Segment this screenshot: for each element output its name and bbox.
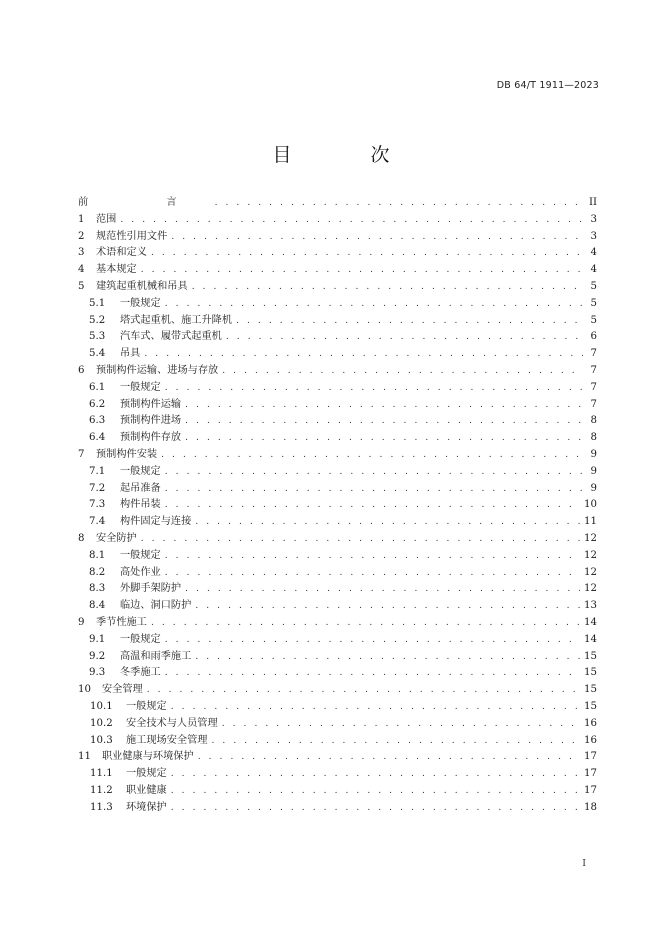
toc-entry-page: 5 (590, 297, 597, 309)
toc-entry[interactable] (78, 296, 597, 313)
toc-entry-number: 4 (78, 264, 85, 276)
toc-entry-number: 11.1 (90, 768, 113, 780)
toc-entry-page: 15 (584, 650, 597, 662)
toc-entry-number: 9.3 (89, 667, 106, 679)
toc-entry-label: 预制构件运输 (120, 398, 182, 410)
toc-entry[interactable] (78, 413, 597, 430)
toc-entry-label: 安全技术与人员管理 (126, 717, 218, 729)
toc-entry[interactable] (78, 531, 597, 548)
toc-entry-number: 7.1 (89, 465, 106, 477)
toc-entry-number: 7.2 (89, 482, 106, 494)
toc-dot-leader (222, 363, 583, 380)
toc-entry-label: 职业健康 (126, 784, 167, 796)
toc-entry-page: 9 (590, 448, 597, 460)
toc-entry-page: 15 (584, 667, 597, 679)
toc-entry-number: 6 (78, 364, 85, 376)
toc-entry[interactable] (78, 329, 597, 346)
toc-entry-label: 预制构件存放 (120, 432, 182, 444)
toc-entry-label: 一般规定 (120, 633, 161, 645)
toc-entry[interactable] (78, 766, 597, 783)
toc-dot-leader (141, 531, 580, 548)
toc-dot-leader (147, 682, 580, 699)
toc-entry-number: 7 (78, 448, 85, 460)
toc-entry-number: 10.3 (90, 734, 113, 746)
toc-entry-label: 一般规定 (126, 768, 167, 780)
toc-entry-number: 5 (78, 280, 85, 292)
toc-entry-number: 8.1 (89, 549, 106, 561)
toc-dot-leader (120, 212, 583, 229)
toc-entry-label: 季节性施工 (96, 616, 147, 628)
toc-entry-page: 8 (590, 432, 597, 444)
toc-entry[interactable] (78, 632, 597, 649)
toc-entry-number: 6.3 (89, 415, 106, 427)
toc-dot-leader (212, 733, 581, 750)
toc-dot-leader (171, 800, 580, 817)
toc-entry-page: 17 (584, 784, 597, 796)
toc-dot-leader (226, 329, 583, 346)
toc-entry[interactable] (78, 313, 597, 330)
toc-dot-leader (185, 397, 583, 414)
toc-entry-label: 高处作业 (120, 566, 161, 578)
toc-entry-page: 16 (584, 717, 597, 729)
toc-dot-leader (192, 279, 583, 296)
toc-entry-page: 12 (584, 583, 597, 595)
toc-entry[interactable] (78, 699, 597, 716)
toc-entry-label: 高温和雨季施工 (120, 650, 192, 662)
toc-entry[interactable] (78, 598, 597, 615)
toc-entry-page: 9 (590, 482, 597, 494)
toc-entry-number: 5.4 (89, 348, 106, 360)
toc-entry-number: 5.2 (89, 314, 106, 326)
toc-entry-label: 预制构件进场 (120, 415, 182, 427)
toc-entry-number: 8 (78, 532, 85, 544)
toc-entry-label: 规范性引用文件 (96, 230, 168, 242)
toc-entry-label: 建筑起重机械和吊具 (96, 280, 188, 292)
toc-entry-page: 9 (590, 465, 597, 477)
toc-entry-label: 外脚手架防护 (120, 583, 182, 595)
toc-entry[interactable] (78, 481, 597, 498)
toc-entry-number: 1 (78, 213, 85, 225)
toc-entry-label: 汽车式、履带式起重机 (120, 331, 222, 343)
toc-entry[interactable] (78, 262, 597, 279)
toc-dot-leader (165, 565, 580, 582)
toc-entry[interactable] (78, 245, 597, 262)
toc-entry-number: 7.3 (89, 499, 106, 511)
toc-dot-leader (161, 447, 583, 464)
toc-entry-page: II (588, 197, 597, 208)
toc-dot-leader (165, 665, 580, 682)
page-number: I (582, 858, 586, 869)
toc-entry-page: 4 (590, 264, 597, 276)
toc-entry-page: 7 (590, 364, 597, 376)
toc-dot-leader (195, 598, 580, 615)
toc-entry[interactable] (78, 195, 597, 212)
toc-dot-leader (144, 346, 583, 363)
toc-entry[interactable] (78, 548, 597, 565)
toc-entry[interactable] (78, 716, 597, 733)
toc-entry-number: 11 (78, 751, 91, 763)
toc-entry[interactable] (78, 749, 597, 766)
toc-entry-number: 9 (78, 616, 85, 628)
toc-entry-label: 一般规定 (120, 549, 161, 561)
toc-entry-label: 预制构件运输、进场与存放 (96, 364, 219, 376)
toc-entry[interactable] (78, 649, 597, 666)
toc-entry-label: 安全防护 (96, 532, 137, 544)
toc-entry-page: 12 (584, 549, 597, 561)
toc-entry-label: 构件固定与连接 (120, 516, 192, 528)
toc-entry-label: 环境保护 (126, 801, 167, 813)
toc-entry-label: 安全管理 (102, 684, 143, 696)
toc-entry[interactable] (78, 380, 597, 397)
toc-entry-label: 起吊准备 (120, 482, 161, 494)
toc-entry[interactable] (78, 615, 597, 632)
toc-dot-leader (215, 195, 583, 212)
toc-entry[interactable] (78, 430, 597, 447)
toc-dot-leader (185, 430, 583, 447)
toc-entry-label: 施工现场安全管理 (126, 734, 208, 746)
toc-entry-label: 吊具 (120, 348, 141, 360)
toc-dot-leader (171, 766, 580, 783)
toc-entry[interactable] (78, 346, 597, 363)
toc-entry[interactable] (78, 464, 597, 481)
toc-entry-number: 8.2 (89, 566, 106, 578)
toc-dot-leader (171, 229, 583, 246)
toc-entry-number: 3 (78, 247, 85, 259)
toc-entry[interactable] (78, 565, 597, 582)
toc-entry-number: 5.1 (89, 297, 106, 309)
toc-entry-label: 前 言 (78, 197, 211, 208)
toc-dot-leader (151, 245, 583, 262)
toc-dot-leader (151, 615, 580, 632)
toc-entry-label: 一般规定 (120, 381, 161, 393)
toc-entry-page: 17 (584, 768, 597, 780)
toc-entry-number: 11.3 (90, 801, 113, 813)
toc-entry-page: 12 (584, 532, 597, 544)
toc-dot-leader (185, 581, 580, 598)
toc-entry-number: 10.2 (90, 717, 113, 729)
toc-entry-page: 11 (584, 516, 597, 528)
toc-entry[interactable] (78, 682, 597, 699)
toc-entry[interactable] (78, 514, 597, 531)
toc-entry-number: 9.2 (89, 650, 106, 662)
toc-entry-label: 一般规定 (120, 297, 161, 309)
toc-dot-leader (198, 749, 580, 766)
toc-entry-number: 8.4 (89, 600, 106, 612)
toc-entry-page: 14 (584, 633, 597, 645)
toc-entry-number: 10.1 (90, 700, 113, 712)
toc-entry-number: 6.1 (89, 381, 106, 393)
toc-entry-label: 冬季施工 (120, 667, 161, 679)
toc-entry-number: 10 (78, 684, 91, 696)
toc-entry-label: 范围 (96, 213, 117, 225)
toc-entry[interactable] (78, 733, 597, 750)
toc-entry-page: 7 (590, 398, 597, 410)
toc-entry-label: 基本规定 (96, 264, 137, 276)
toc-entry-page: 12 (584, 566, 597, 578)
toc-entry-page: 5 (590, 314, 597, 326)
toc-entry-number: 5.3 (89, 331, 106, 343)
toc-dot-leader (171, 699, 580, 716)
toc-entry-page: 6 (590, 331, 597, 343)
toc-dot-leader (165, 481, 583, 498)
toc-entry[interactable] (78, 363, 597, 380)
toc-dot-leader (165, 464, 583, 481)
toc-entry-label: 一般规定 (126, 700, 167, 712)
toc-entry[interactable] (78, 665, 597, 682)
toc-entry-page: 13 (584, 600, 597, 612)
toc-entry-page: 15 (584, 700, 597, 712)
toc-entry[interactable] (78, 497, 597, 514)
toc-entry-page: 18 (584, 801, 597, 813)
toc-entry[interactable] (78, 229, 597, 246)
toc-dot-leader (185, 413, 583, 430)
toc-entry-label: 职业健康与环境保护 (102, 751, 194, 763)
toc-entry-number: 6.2 (89, 398, 106, 410)
toc-dot-leader (165, 548, 580, 565)
toc-dot-leader (165, 380, 583, 397)
toc-entry-page: 15 (584, 684, 597, 696)
toc-entry-page: 7 (590, 348, 597, 360)
toc-dot-leader (141, 262, 583, 279)
toc-entry-number: 11.2 (90, 784, 113, 796)
toc-entry[interactable] (78, 397, 597, 414)
toc-entry[interactable] (78, 783, 597, 800)
toc-entry-label: 构件吊装 (120, 499, 161, 511)
toc-entry-page: 5 (590, 280, 597, 292)
toc-entry-label: 塔式起重机、施工升降机 (120, 314, 233, 326)
toc-entry-label: 预制构件安装 (96, 448, 158, 460)
toc-entry-page: 7 (590, 381, 597, 393)
toc-entry-page: 10 (584, 499, 597, 511)
toc-dot-leader (195, 514, 580, 531)
toc-entry-page: 4 (590, 247, 597, 259)
toc-dot-leader (171, 783, 580, 800)
toc-entry[interactable] (78, 212, 597, 229)
toc-entry-page: 17 (584, 751, 597, 763)
toc-entry-label: 临边、洞口防护 (120, 600, 192, 612)
toc-dot-leader (195, 649, 580, 666)
toc-entry-number: 7.4 (89, 516, 106, 528)
toc-entry-page: 3 (590, 230, 597, 242)
toc-entry-number: 9.1 (89, 633, 106, 645)
toc-dot-leader (165, 497, 580, 514)
toc-entry[interactable] (78, 581, 597, 598)
toc-entry-page: 3 (590, 213, 597, 225)
toc-entry-label: 术语和定义 (96, 247, 147, 259)
toc-entry-page: 16 (584, 734, 597, 746)
page-title: 目 次 (272, 144, 420, 166)
toc-dot-leader (222, 716, 580, 733)
standard-code: DB 64/T 1911—2023 (496, 80, 599, 91)
toc-entry[interactable] (78, 800, 597, 817)
toc-dot-leader (165, 296, 583, 313)
toc-entry-number: 2 (78, 230, 85, 242)
toc-entry[interactable] (78, 279, 597, 296)
toc-dot-leader (165, 632, 580, 649)
toc-entry-label: 一般规定 (120, 465, 161, 477)
toc-entry-page: 14 (584, 616, 597, 628)
toc-entry-page: 8 (590, 415, 597, 427)
table-of-contents (78, 195, 597, 816)
toc-entry-number: 6.4 (89, 432, 106, 444)
toc-entry-number: 8.3 (89, 583, 106, 595)
toc-dot-leader (236, 313, 583, 330)
toc-entry[interactable] (78, 447, 597, 464)
